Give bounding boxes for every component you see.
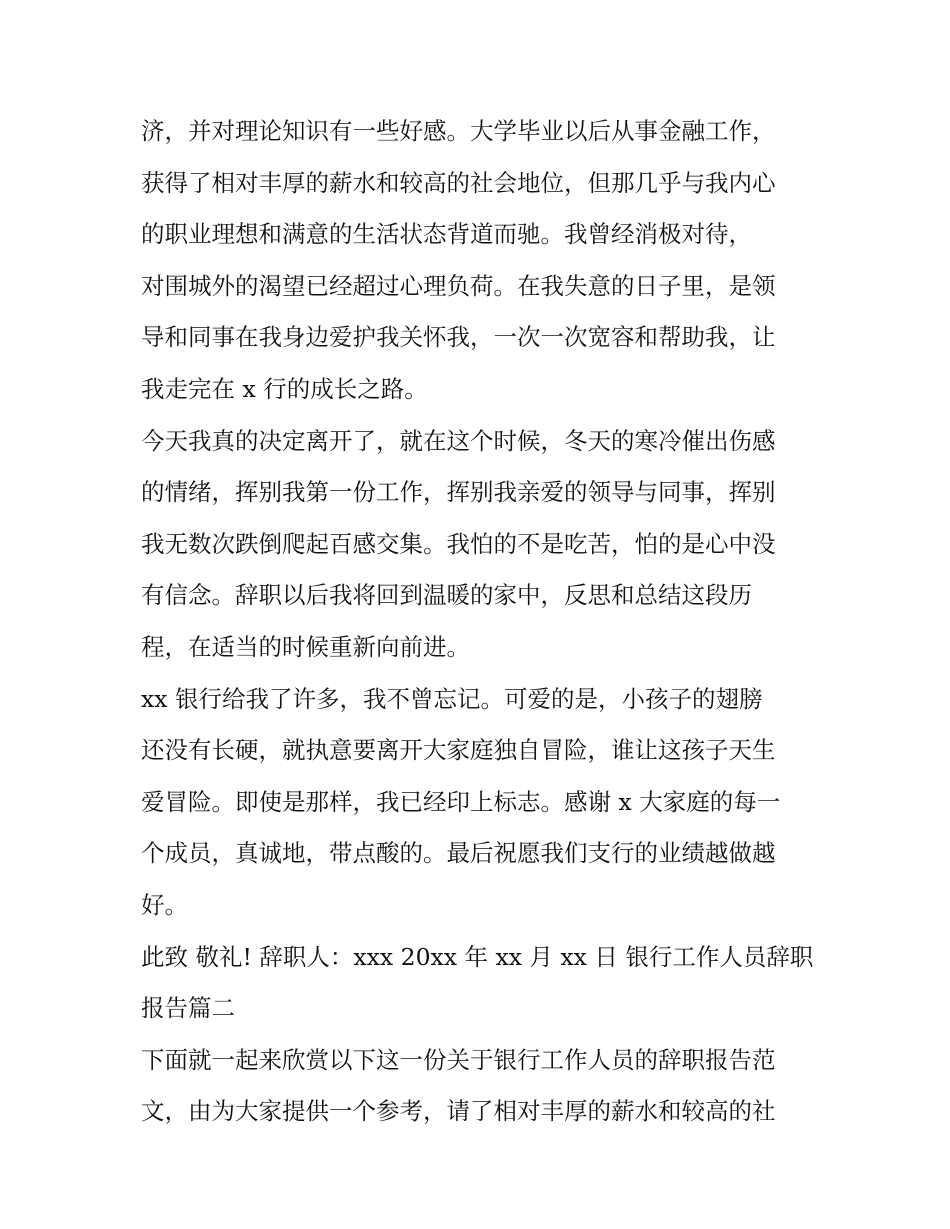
- text-line: 爱冒险。即使是那样，我已经印上标志。感谢 x 大家庭的每一: [141, 787, 781, 816]
- text-line: 还没有长硬，就执意要离开大家庭独自冒险，谁让这孩子天生: [141, 736, 776, 765]
- text-line: 今天我真的决定离开了，就在这个时候，冬天的寒冷催出伤感: [141, 426, 776, 455]
- text-line: 的职业理想和满意的生活状态背道而驰。我曾经消极对待，: [141, 220, 752, 249]
- text-line: 我走完在 x 行的成长之路。: [141, 374, 428, 403]
- text-line: 的情绪，挥别我第一份工作，挥别我亲爱的领导与同事，挥别: [141, 478, 776, 507]
- text-line: 对围城外的渴望已经超过心理负荷。在我失意的日子里，是领: [141, 271, 776, 300]
- text-line: 报告篇二: [141, 994, 235, 1023]
- text-line: 此致 敬礼! 辞职人：xxx 20xx 年 xx 月 xx 日 银行工作人员辞职: [141, 942, 814, 971]
- text-line: 好。: [141, 890, 188, 919]
- text-line: 个成员，真诚地，带点酸的。最后祝愿我们支行的业绩越做越: [141, 839, 776, 868]
- text-line: 济，并对理论知识有一些好感。大学毕业以后从事金融工作，: [141, 117, 776, 145]
- body-text: [141, 106, 821, 1138]
- text-line: 有信念。辞职以后我将回到温暖的家中，反思和总结这段历: [141, 581, 752, 610]
- text-line: 文，由为大家提供一个参考，请了相对丰厚的薪水和较高的社: [141, 1097, 776, 1126]
- text-line: 获得了相对丰厚的薪水和较高的社会地位，但那几乎与我内心: [141, 168, 776, 197]
- text-line: 程，在适当的时候重新向前进。: [141, 632, 470, 661]
- text-line: 下面就一起来欣赏以下这一份关于银行工作人员的辞职报告范: [141, 1045, 776, 1074]
- text-line: 导和同事在我身边爱护我关怀我，一次一次宽容和帮助我，让: [141, 323, 776, 352]
- text-line: xx 银行给我了许多，我不曾忘记。可爱的是，小孩子的翅膀: [141, 684, 763, 713]
- text-line: 我无数次跌倒爬起百感交集。我怕的不是吃苦，怕的是心中没: [141, 529, 776, 558]
